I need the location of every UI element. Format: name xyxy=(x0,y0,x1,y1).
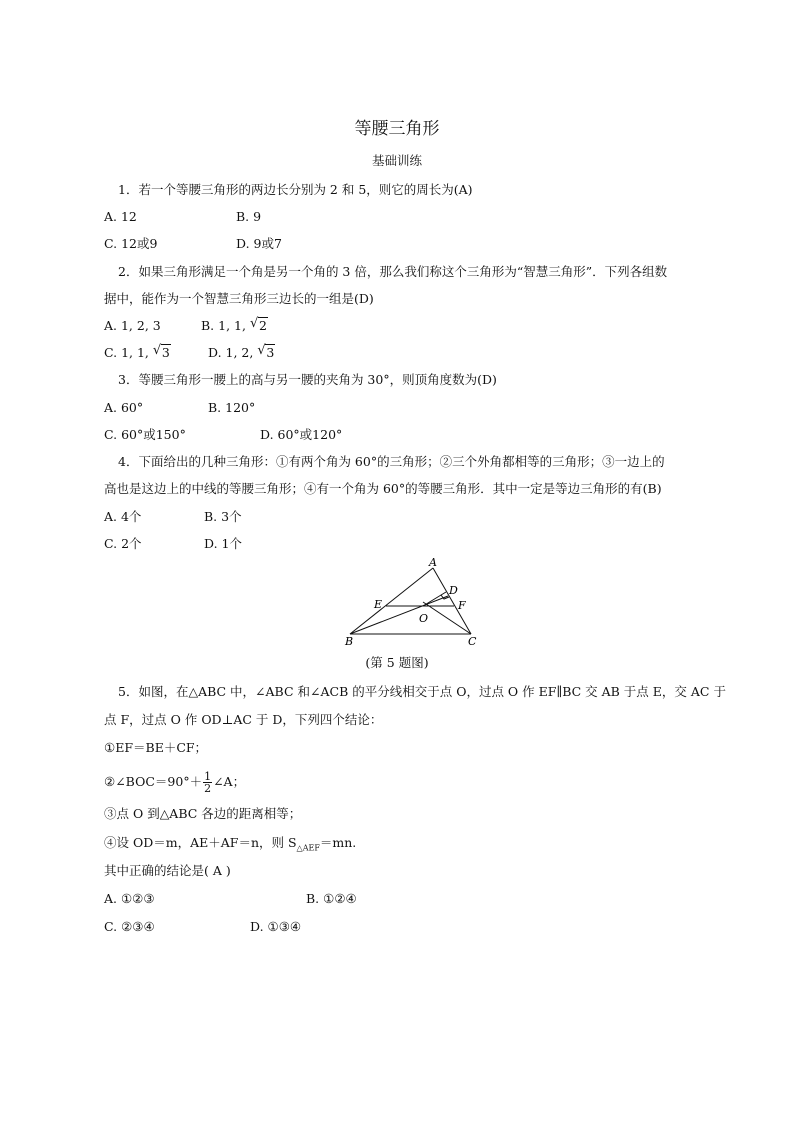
perpendicular-od xyxy=(423,592,446,606)
q1-stem: 1．若一个等腰三角形的两边长分别为 2 和 5，则它的周长为(A) xyxy=(118,182,473,197)
section-subtitle: 基础训练 xyxy=(371,153,422,168)
q5-ask: 其中正确的结论是( A ) xyxy=(104,863,231,878)
q4-option-a: A. 4个 xyxy=(104,509,142,524)
q2-option-a: A. 1, 2, 3 xyxy=(104,318,161,333)
q4-option-c: C. 2个 xyxy=(104,536,142,551)
q5-option-a: A. ①②③ xyxy=(104,891,155,906)
q5-option-c: C. ②③④ xyxy=(104,919,155,934)
q4-option-b: B. 3个 xyxy=(204,509,242,524)
label-c: C xyxy=(468,635,477,648)
label-e: E xyxy=(374,598,383,611)
q5-option-d: D. ①③④ xyxy=(250,919,302,934)
label-f: F xyxy=(458,599,466,612)
q5-stem-line1: 5．如图，在△ABC 中，∠ABC 和∠ACB 的平分线相交于点 O，过点 O 作 EF∥BC 交 AB 于点 E，交 AC 于 xyxy=(118,684,726,699)
q2-stem-line1: 2．如果三角形满足一个角是另一个角的 3 倍，那么我们称这个三角形为“智慧三角形”．下列各组数 xyxy=(118,264,668,279)
bisector-bo xyxy=(350,596,448,634)
sqrt-symbol: √ 2 xyxy=(249,316,267,333)
q5-stem-line2: 点 F，过点 O 作 OD⊥AC 于 D，下列四个结论： xyxy=(104,712,383,727)
q4-stem-line2: 高也是这边上的中线的等腰三角形；④有一个角为 60°的等腰三角形．其中一定是等边三角形的有(B) xyxy=(104,481,662,496)
q3-option-d: D. 60°或120° xyxy=(260,427,343,442)
label-d: D xyxy=(449,584,458,597)
q2-option-b: B. 1, 1, √ 2 xyxy=(201,316,267,333)
q4-stem-line1: 4．下面给出的几种三角形：①有两个角为 60°的三角形；②三个外角都相等的三角形；③一边上的 xyxy=(118,454,665,469)
q1-option-d: D. 9或7 xyxy=(236,236,282,251)
label-o: O xyxy=(419,612,429,625)
q1-option-b: B. 9 xyxy=(236,209,262,224)
q3-stem: 3．等腰三角形一腰上的高与另一腰的夹角为 30°，则顶角度数为(D) xyxy=(118,372,497,387)
page-title: 等腰三角形 xyxy=(354,119,440,139)
q5-conclusion-1: ①EF＝BE＋CF； xyxy=(104,740,208,755)
q3-option-c: C. 60°或150° xyxy=(104,427,186,442)
q2-option-c: C. 1, 1, √ 3 xyxy=(104,343,170,360)
figure-caption: (第 5 题图) xyxy=(365,655,429,670)
q5-conclusion-2: ②∠BOC＝90°＋ $\frac{1}{2}$ ∠A； xyxy=(104,770,246,795)
q2-stem-line2: 据中，能作为一个智慧三角形三边长的一组是(D) xyxy=(104,291,374,306)
sqrt-symbol: √ 3 xyxy=(152,343,170,360)
q3-option-b: B. 120° xyxy=(208,400,256,415)
q5-conclusion-3: ③点 O 到△ABC 各边的距离相等； xyxy=(104,806,302,821)
q1-option-c: C. 12或9 xyxy=(104,236,158,251)
q2-option-d: D. 1, 2, √ 3 xyxy=(208,343,275,360)
q5-conclusion-4: ④设 OD＝m，AE＋AF＝n，则 $S_{\triangle AEF}=mn$. xyxy=(104,835,357,853)
q1-option-a: A. 12 xyxy=(104,209,137,224)
sqrt-symbol: √ 3 xyxy=(257,343,275,360)
label-b: B xyxy=(345,635,354,648)
q4-option-d: D. 1个 xyxy=(204,536,242,551)
q5-option-b: B. ①②④ xyxy=(306,891,357,906)
triangle-figure xyxy=(340,555,490,650)
label-a: A xyxy=(429,556,437,569)
q3-option-a: A. 60° xyxy=(104,400,144,415)
fraction-half: $\frac{1}{2}$ xyxy=(204,770,212,795)
